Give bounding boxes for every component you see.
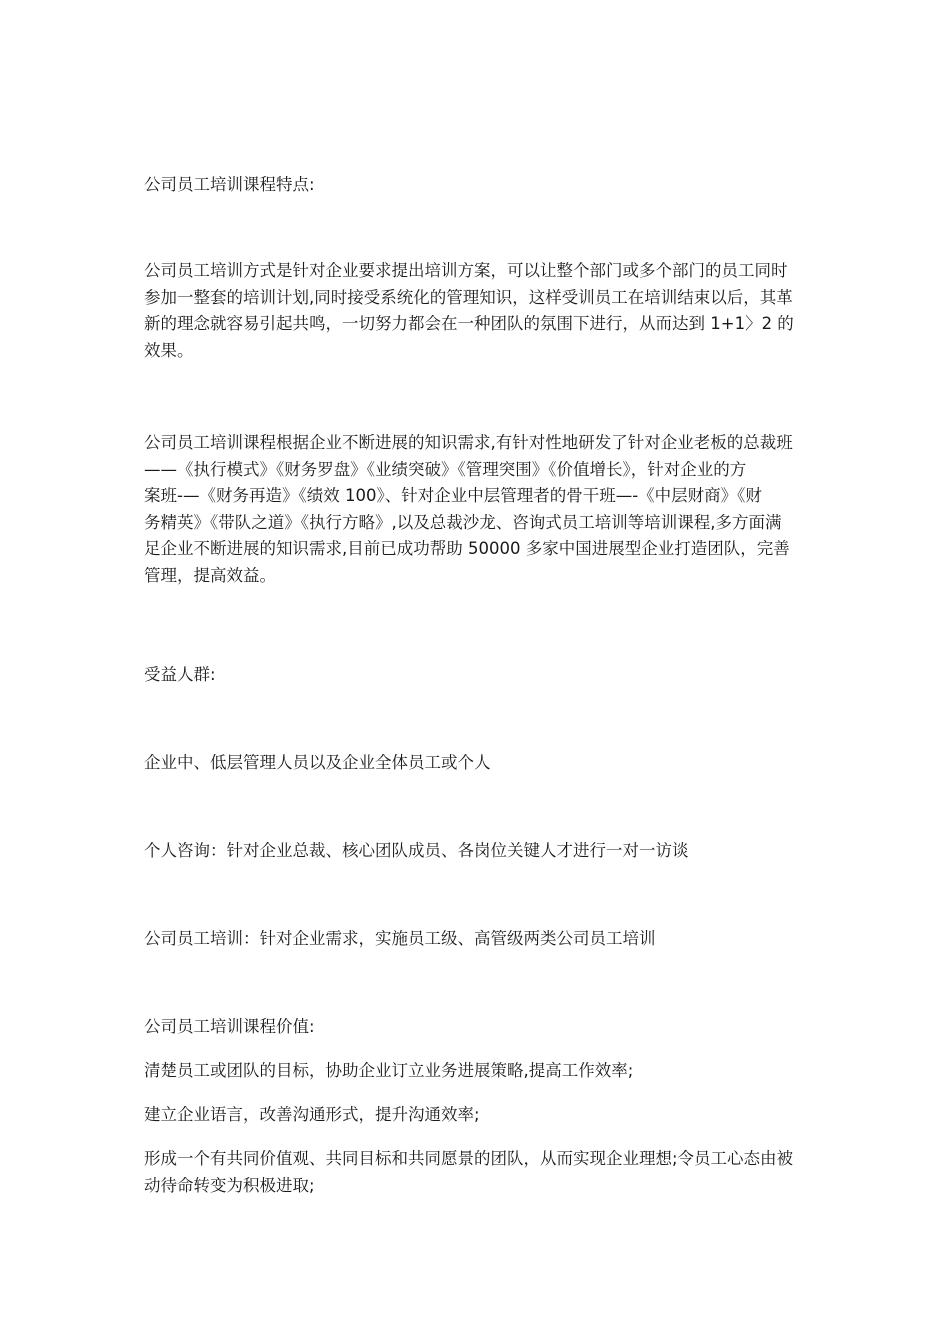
courses-line-4: 务精英》《带队之道》《执行方略》,以及总裁沙龙、咨询式员工培训等培训课程,多方面满 (144, 512, 782, 532)
beneficiaries-heading: 受益人群: (144, 665, 216, 684)
beneficiaries-text: 企业中、低层管理人员以及企业全体员工或个人 (144, 753, 491, 772)
value-heading: 公司员工培训课程价值: (144, 1017, 315, 1036)
consulting-text: 个人咨询：针对企业总裁、核心团队成员、各岗位关键人才进行一对一访谈 (144, 841, 689, 860)
courses-line-3: 案班-—《财务再造》《绩效 100》、针对企业中层管理者的骨干班—-《中层财商》《财 (144, 486, 762, 505)
courses-line-6: 管理，提高效益。 (144, 565, 276, 585)
value-item-2: 建立企业语言，改善沟通形式，提升沟通效率; (144, 1105, 480, 1124)
courses-line-5: 足企业不断进展的知识需求,目前已成功帮助 50000 多家中国进展型企业打造团队，完善 (144, 539, 790, 558)
courses-paragraph (144, 430, 808, 589)
value-item-3 (144, 1146, 808, 1199)
courses-line-1: 公司员工培训课程根据企业不断进展的知识需求,有针对性地研发了针对企业老板的总裁班 (144, 433, 793, 452)
features-line-3: 新的理念就容易引起共鸣，一切努力都会在一种团队的氛围下进行，从而达到 1+1〉2 的 (144, 314, 794, 333)
features-line-4: 效果。 (144, 340, 194, 360)
courses-line-2: ——《执行模式》《财务罗盘》《业绩突破》《管理突围》《价值增长》，针对企业的方 (144, 459, 747, 479)
value-item-1: 清楚员工或团队的目标，协助企业订立业务进展策略,提高工作效率; (144, 1061, 634, 1080)
value-item-3-line-2: 动待命转变为积极进取; (144, 1175, 315, 1195)
training-text: 公司员工培训：针对企业需求，实施员工级、高管级两类公司员工培训 (144, 929, 656, 948)
features-line-1: 公司员工培训方式是针对企业要求提出培训方案，可以让整个部门或多个部门的员工同时 (144, 261, 788, 280)
features-paragraph (144, 258, 808, 364)
features-line-2: 参加一整套的培训计划,同时接受系统化的管理知识，这样受训员工在培训结束以后，其革 (144, 287, 793, 307)
features-heading: 公司员工培训课程特点: (144, 175, 315, 194)
value-item-3-line-1: 形成一个有共同价值观、共同目标和共同愿景的团队，从而实现企业理想;令员工心态由被 (144, 1149, 794, 1168)
